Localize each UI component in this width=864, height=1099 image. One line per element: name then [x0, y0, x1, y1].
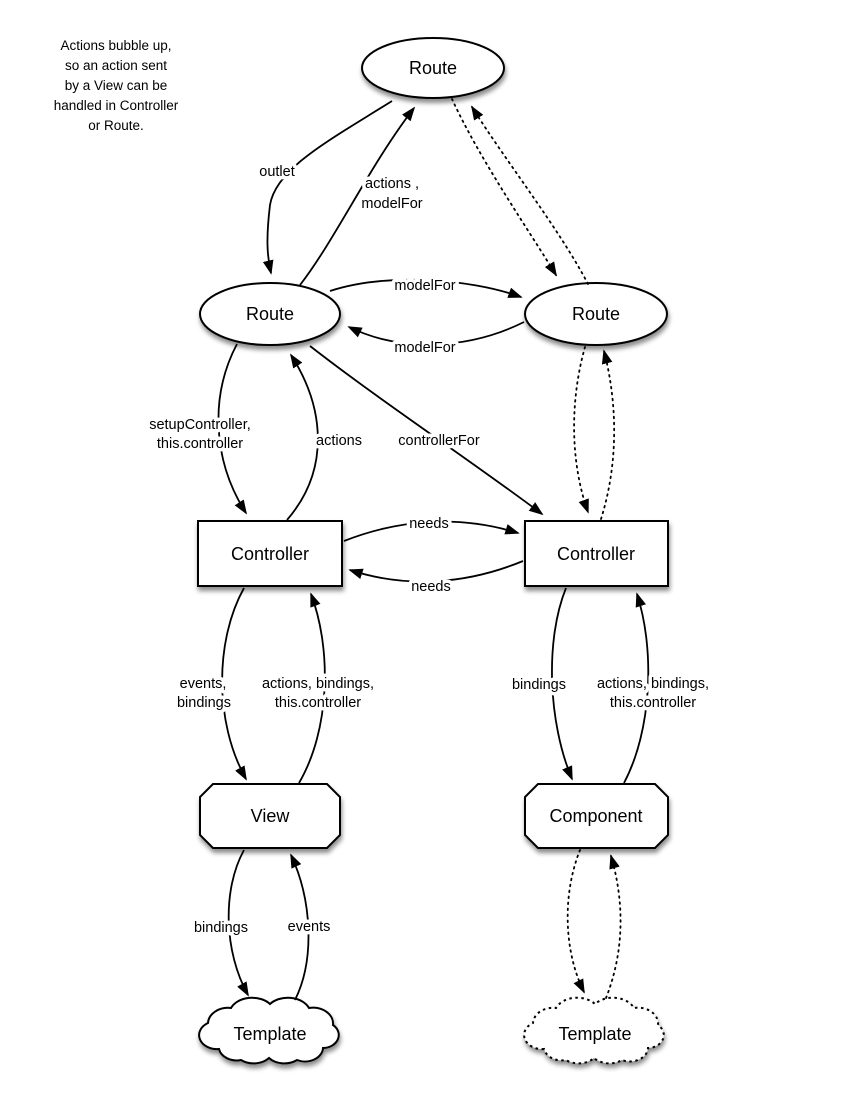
- node-label-route-left: Route: [245, 304, 295, 324]
- note-line: or Route.: [88, 118, 144, 133]
- edge-label-actions: actions: [316, 433, 362, 449]
- node-label-controller-left: Controller: [230, 544, 310, 564]
- node-label-view: View: [250, 806, 290, 826]
- note-line: by a View can be: [64, 78, 168, 93]
- edge-dotted-routeright-to-routetop: [472, 107, 588, 284]
- edge-label-events-bindings-2: bindings: [176, 695, 232, 711]
- edge-actions-up: [287, 355, 318, 520]
- note-line: handled in Controller: [53, 98, 179, 113]
- edge-label-bindings-right: bindings: [511, 677, 567, 693]
- note-line: so an action sent: [64, 58, 168, 73]
- node-label-route-top: Route: [408, 58, 458, 78]
- edge-label-actions-bindings-left-1: actions, bindings,: [261, 676, 375, 692]
- node-label-template-left: Template: [233, 1024, 307, 1044]
- edge-dotted-routetop-to-routeright: [452, 99, 556, 275]
- edge-controllerfor: [310, 346, 542, 514]
- edge-label-events-bindings-1: events,: [179, 676, 227, 692]
- edge-label-events-bottom: events: [287, 919, 331, 935]
- edge-dotted-controllerright-to-routeright: [601, 351, 614, 519]
- edge-label-modelfor-top: modelFor: [394, 278, 456, 294]
- note-line: Actions bubble up,: [60, 38, 172, 53]
- edge-label-needs-bottom: needs: [411, 579, 451, 595]
- edge-dotted-routeright-to-controllerright: [574, 347, 588, 512]
- edge-label-actions-modelfor-1: actions ,: [365, 176, 419, 192]
- edge-dotted-component-to-templateright: [568, 850, 584, 992]
- edge-label-actions-bindings-right-1: actions, bindings,: [596, 676, 710, 692]
- edge-dotted-templateright-to-component: [606, 856, 621, 998]
- node-label-template-right: Template: [558, 1024, 632, 1044]
- edge-label-actions-modelfor-2: modelFor: [361, 196, 423, 212]
- edge-label-setupcontroller-2: this.controller: [156, 436, 244, 452]
- node-label-component: Component: [549, 806, 643, 826]
- edge-label-bindings-bottom: bindings: [193, 920, 249, 936]
- node-label-route-right: Route: [571, 304, 621, 324]
- edge-label-outlet: outlet: [259, 164, 295, 180]
- edge-label-setupcontroller-1: setupController,: [149, 417, 251, 433]
- edge-label-controllerfor: controllerFor: [398, 433, 480, 449]
- node-label-controller-right: Controller: [556, 544, 636, 564]
- edge-label-actions-bindings-left-2: this.controller: [274, 695, 362, 711]
- edge-label-actions-bindings-right-2: this.controller: [609, 695, 697, 711]
- edge-label-modelfor-bottom: modelFor: [394, 340, 456, 356]
- edge-label-needs-top: needs: [409, 516, 449, 532]
